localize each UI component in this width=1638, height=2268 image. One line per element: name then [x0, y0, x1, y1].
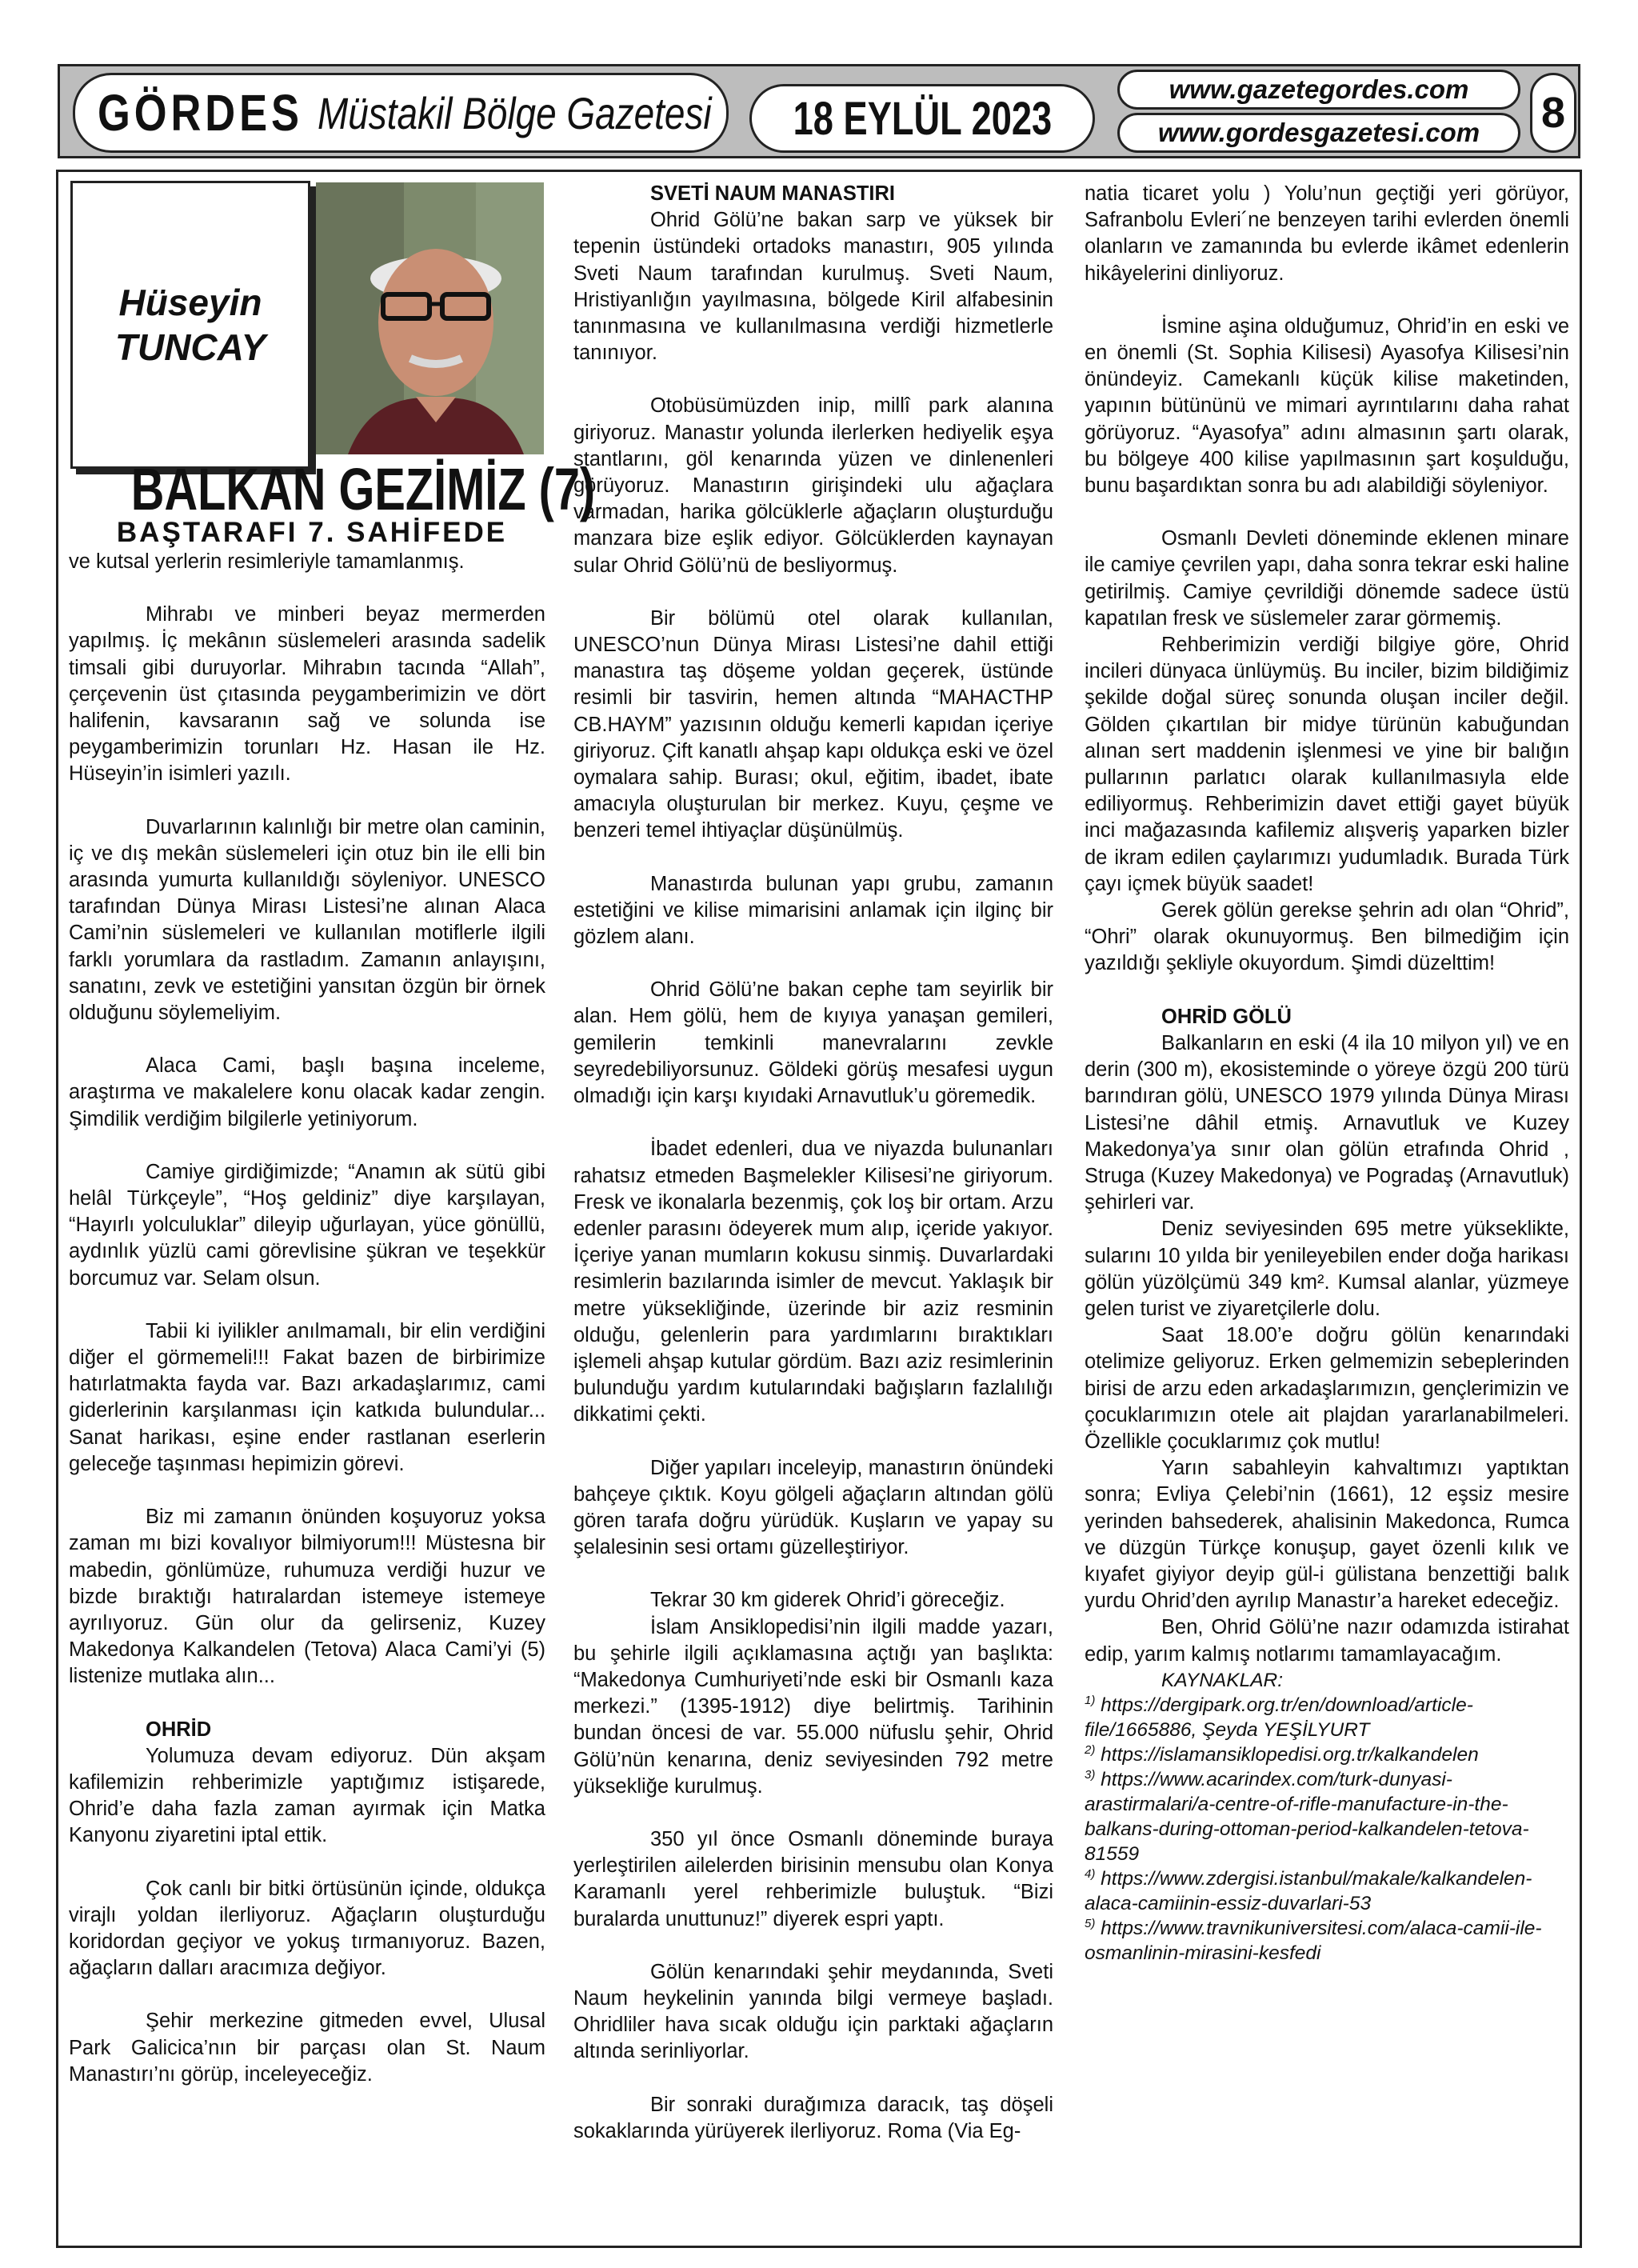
paragraph: Alaca Cami, başlı başına inceleme, araştırma ve makalelere konu olacak kadar zengin. Şimdilik verdiğim bilgilerle yetiniyorum.: [69, 1054, 545, 1130]
author-last-name: TUNCAY: [114, 326, 266, 368]
paragraph: Otobüsümüzden inip, millî park alanına giriyoruz. Manastır yolunda ilerlerken hediyelik eşya stantlarını, göl kenarında yüzen ve dinlenenleri görüyoruz. Manastırın girişindeki ulu ağaçlara varmadan, harika gölcüklerle ağaçların oluşturduğu manzara bize eşlik ediyor. Gölcüklerden kaynayan sular Ohrid Gölü’nü de besliyormuş.: [573, 394, 1053, 577]
paragraph: Saat 18.00’e doğru gölün kenarındaki otelimize geliyoruz. Erken gelmemizin sebeplerinden birisi de arzu eden arkadaşlarımızın, gençlerimizin ve çocuklarımızın otele ait plajdan yararlanabilmeleri. Özellikle çocuklarımız çok mutlu!: [1085, 1324, 1569, 1453]
url-pill-2: [1117, 113, 1520, 153]
reference-item[interactable]: $^{5)}$ https://www.travnikuniversitesi.com/alaca-camii-ile-osmanlinin-mirasini-kesfedi: [1085, 1916, 1542, 1964]
author-first-name: Hüseyin: [118, 282, 262, 323]
paragraph: Bir sonraki durağımıza daracık, taş döşeli sokaklarında yürüyerek ilerliyoruz. Roma (Via Eg-: [573, 2093, 1053, 2142]
paragraph: Balkanların en eski (4 ila 10 milyon yıl) ve en derin (300 m), ekosisteminde o yöreye özgü 200 türü barındıran gölü, UNESCO 1979 yılında Dünya Mirası Listesi’ne dâhil etmiş. Arnavutluk ve Kuzey Makedonya’ya sınır olan gölün etrafında Ohrid , Struga (Kuzey Makedonya) ve Pogradaş (Arnavutluk) şehirleri var.: [1085, 1031, 1569, 1214]
paragraph: Duvarlarının kalınlığı bir metre olan caminin, iç ve dış mekân süslemeleri için otuz bin ile elli bin arasında yumurta kullanıldığı söyleniyor. UNESCO tarafından Dünya Mirası Listesi’ne alınan Alaca Cami’nin süslemeleri ve kullanılan motiflerle ilgili farklı yorumlara da rastladım. Zamanın anlayışını, sanatını, zevk ve estetiğini yansıtan özgün bir örnek olduğunu söylemeliyim.: [69, 815, 545, 1025]
paragraph: Camiye girdiğimizde; “Anamın ak sütü gibi helâl Türkçeyle”, “Hoş geldiniz” diye karşılayan, “Hayırlı yolculuklar” dileyip uğurlayan, yüce gönüllü, aydınlık yüzlü cami görevlisine şükran ve teşekkür borcumuz var. Selam olsun.: [69, 1160, 545, 1290]
article-column-3: [1085, 181, 1569, 1966]
paragraph: Ben, Ohrid Gölü’ne nazır odamızda istirahat edip, yarım kalmış notlarımı tamamlayacağım.: [1085, 1616, 1569, 1666]
paragraph: ve kutsal yerlerin resimleriyle tamamlanmış.: [69, 550, 465, 573]
author-box: [70, 181, 310, 469]
section-heading-sveti-naum: SVETİ NAUM MANASTIRI: [650, 182, 895, 205]
paragraph: Osmanlı Devleti döneminde eklenen minare ile camiye çevrilen yapı, daha sonra tekrar eski haline getirilmiş. Camiye çevrildiği dönemde sadece üstü kapatılan fresk ve süslemeler zarar görmemiş.: [1085, 527, 1569, 630]
paragraph: natia ticaret yolu ) Yolu’nun geçtiği yeri görüyor, Safranbolu Evleri´ne benzeyen tarihi evlerden önemli olanların ve zamanında bu evlerde ikâmet edenlerin hikâyelerini dinliyoruz.: [1085, 182, 1569, 285]
paragraph: Yarın sabahleyin kahvaltımızı yaptıktan sonra; Evliya Çelebi’nin (1661), 12 eşsiz mesire yerinden bahsederek, ahalisinin Makedonca, Rumca ve düzgün Türkçe konuşup, gayet özenli kılık ve kıyafet giyiyor deyip gül-i gülistana benzettiği balık yurdu Ohrid’den ayrılıp Manastır’a hareket edeceğiz.: [1085, 1457, 1569, 1613]
paragraph: Çok canlı bir bitki örtüsünün içinde, oldukça virajlı yoldan ilerliyoruz. Ağaçların oluşturduğu koridordan geçiyor ve yokuş tırmanıyoruz. Bazen, ağaçların dalları aracımıza değiyor.: [69, 1877, 545, 1980]
paragraph: Biz mi zamanın önünden koşuyoruz yoksa zaman mı bizi kovalıyor bilmiyorum!!! Müstesna bir mabedin, gönlümüze, ruhumuza verdiği huzur ve bizde bıraktığı hatıralardan istemeye istemeye ayrılıyoruz. Gün olur da gelirseniz, Kuzey Makedonya Kalkandelen (Tetova) Alaca Cami’yi (5) listenize mutlaka alın...: [69, 1506, 545, 1688]
references-title: KAYNAKLAR:: [1161, 1669, 1284, 1691]
paragraph: İslam Ansiklopedisi’nin ilgili madde yazarı, bu şehirle ilgili açıklamasına açtığı yan başlıkta: “Makedonya Cumhuriyeti’nde eski bir Osmanlı kaza merkezi.” (1395-1912) diye belirtmiş. Tarihinin bundan öncesi de var. 55.000 nüfuslu şehir, Ohrid Gölü’nün kenarına, deniz seviyesinden 792 metre yüksekliğe kurulmuş.: [573, 1615, 1053, 1798]
reference-item[interactable]: $^{4)}$ https://www.zdergisi.istanbul/makale/kalkandelen-alaca-camiinin-essiz-duvarlari-53: [1085, 1866, 1532, 1914]
paragraph: Ohrid Gölü’ne bakan sarp ve yüksek bir tepenin üstündeki ortadoks manastırı, 905 yılında Sveti Naum tarafından kurulmuş. Sveti Naum, Hristiyanlığın yayılmasına, bölgede Kiril alfabesinin tanınmasına ve kullanılmasına verdiği hizmetlerle tanınıyor.: [573, 209, 1053, 365]
reference-item[interactable]: $^{1)}$ https://dergipark.org.tr/en/download/article-file/1665886, Şeyda YEŞİLYURT: [1085, 1693, 1473, 1741]
paragraph: Deniz seviyesinden 695 metre yükseklikte, sularını 10 yılda bir yenileyebilen ender doğa harikası gölün yüzölçümü 349 km². Kumsal alanlar, yüzmeye gelen turist ve ziyaretçilerle dolu.: [1085, 1218, 1569, 1320]
section-heading-ohrid: OHRİD: [146, 1718, 212, 1741]
article-title: BALKAN GEZİMİZ (7): [130, 456, 596, 522]
url-pill-1: [1117, 70, 1520, 110]
paragraph: Gerek gölün gerekse şehrin adı olan “Ohrid”, “Ohri” olarak okunuyormuş. Ben bilmediğim için yazıldığı şekliyle okuyordum. Şimdi düzelttim!: [1085, 899, 1569, 975]
masthead: [58, 64, 1580, 158]
author-photo: [316, 182, 544, 454]
paragraph: İsmine aşina olduğumuz, Ohrid’in en eski ve en önemli (St. Sophia Kilisesi) Ayasofya Kilisesi’nin önündeyiz. Camekanlı küçük kilise maketinden, yapının bütününü ve mimari ayrıntılarını daha rahat görüyoruz. “Ayasofya” adını almasının şartı olarak, bu bölgeye 400 kilise yapılmasının şart koşulduğu, bunu başardıktan sonra bu adı alabildiği söyleniyor.: [1085, 314, 1569, 498]
paragraph: Gölün kenarındaki şehir meydanında, Sveti Naum heykelinin yanında bilgi vermeye başladı. Ohridliler hava sıcak olduğu için parktaki ağaçların altında serinliyorlar.: [573, 1960, 1053, 2063]
paragraph: Rehberimizin verdiği bilgiye göre, Ohrid incileri dünyaca ünlüymüş. Bu inciler, bizim bildiğimiz şekilde doğal süreç sonunda oluşan inciler değil. Gölden çıkartılan bir midye türünün kabuğundan alınan sert maddenin işlenmesi ve yine bir balığın pullarının parlatıcı olarak kullanılmasıyla elde ediliyormuş. Rehberimizin davet ettiği gayet büyük inci mağazasında kafilemiz alışveriş yaparken bizler de ikram edilen çaylarımızı yudumladık. Burada Türk çayı içmek büyük saadet!: [1085, 634, 1569, 895]
page-number: 8: [1540, 89, 1566, 137]
brand-pill: [73, 73, 729, 153]
paragraph: Tabii ki iyilikler anılmamalı, bir elin verdiğini diğer el görmemeli!!! Fakat bazen de birbirimize hatırlatmakta fayda var. Bazı arkadaşlarımız, cami giderlerinin karşılanması için katkıda bulundular... Sanat harikası, eşine ender rastlanan eserlerin geleceğe taşınması hepimizin görevi.: [69, 1319, 545, 1475]
website-url-1[interactable]: www.gazetegordes.com: [1169, 74, 1469, 104]
author-portrait-image: [316, 182, 544, 454]
newspaper-name: GÖRDES: [98, 84, 303, 142]
newspaper-subtitle: Müstakil Bölge Gazetesi: [318, 87, 712, 138]
article-continued-note: BAŞTARAFI 7. SAHİFEDE: [116, 517, 508, 548]
date-pill: [749, 84, 1095, 153]
reference-item[interactable]: $^{2)}$ https://islamansiklopedisi.org.tr/kalkandelen: [1085, 1742, 1479, 1766]
paragraph: Mihrabı ve minberi beyaz mermerden yapılmış. İç mekânın süslemeleri arasında sadelik timsali gibi duruyorlar. Mihrabın tacında “Allah”, çerçevenin üst çıtasında peygamberimizin ve dört halifenin, kavsaranın sağ ve solunda ise peygamberimizin torunları Hz. Hasan ile Hz. Hüseyin’in isimleri yazılı.: [69, 603, 545, 786]
paragraph: Şehir merkezine gitmeden evvel, Ulusal Park Galicica’nın bir parçası olan St. Naum Manastırı’nı görüp, inceleyeceğiz.: [69, 2010, 545, 2086]
paragraph: Diğer yapıları inceleyip, manastırın önündeki bahçeye çıktık. Koyu gölgeli ağaçların altından gölü gören tarafa doğru yürüdük. Kuşların ve yapay su şelalesinin sesi ortamı güzelleştiriyor.: [573, 1456, 1053, 1559]
paragraph: Yolumuza devam ediyoruz. Dün akşam kafilemizin rehberimizle yaptığımız istişarede, Ohrid’e daha fazla zaman ayırmak için Matka Kanyonu ziyaretini iptal ettik.: [69, 1744, 545, 1847]
issue-date: 18 EYLÜL 2023: [793, 92, 1052, 145]
article-column-2: [573, 181, 1053, 2145]
references: [1085, 1668, 1569, 1966]
website-url-2[interactable]: www.gordesgazetesi.com: [1157, 118, 1480, 147]
paragraph: Manastırda bulunan yapı grubu, zamanın estetiğini ve kilise mimarisini anlamak için ilginç bir gözlem alanı.: [573, 872, 1053, 949]
paragraph: Ohrid Gölü’ne bakan cephe tam seyirlik bir alan. Hem gölü, hem de kıyıya yanaşan gemileri, gemilerin temkinli manevralarını zevkle seyredebiliyorsunuz. Göldeki görüş mesafesi uygun olmadığı için karşı kıyıdaki Arnavutluk’u göremedik.: [573, 978, 1053, 1108]
paragraph: 350 yıl önce Osmanlı döneminde buraya yerleştirilen ailelerden birisinin mensubu olan Konya Karamanlı yerel rehberimizle buluştuk. “Bizi buralarda unuttunuz!” diyerek espri yaptı.: [573, 1827, 1053, 1930]
section-heading-ohrid-golu: OHRİD GÖLÜ: [1161, 1005, 1292, 1028]
paragraph: Bir bölümü otel olarak kullanılan, UNESCO’nun Dünya Mirası Listesi’ne dahil ettiği manastıra taş döşeme yoldan geçerek, üstünde resimli bir tasvirin, hemen altında “MAHACTHP CB.HAYM” yazısının olduğu kemerli kapıdan içeriye giriyoruz. Çift kanatlı ahşap kapı oldukça eski ve özel oymalara sahip. Burası; okul, eğitim, ibadet, ibate amacıyla oluşturulan bir merkez. Kuyu, çeşme ve benzeri temel ihtiyaçlar düşünülmüş.: [573, 606, 1053, 842]
paragraph: Tekrar 30 km giderek Ohrid’i göreceğiz.: [650, 1589, 1005, 1612]
reference-item[interactable]: $^{3)}$ https://www.acarindex.com/turk-dunyasi-arastirmalari/a-centre-of-rifle-manufacture-in-the-balkans-during-ottoman-period-kalkandelen-tetova-81559: [1085, 1767, 1529, 1865]
article-column-1: [69, 549, 545, 2088]
paragraph: İbadet edenleri, dua ve niyazda bulunanları rahatsız etmeden Başmelekler Kilisesi’ne giriyorum. Fresk ve ikonalarla bezenmiş, çok loş bir ortam. Arzu edenler parasını ödeyerek mum alıp, içeride yakıyor. İçeriye yanan mumların kokusu sinmiş. Duvarlardaki resimlerin bazılarında isimler de mevcut. Yaklaşık bir metre yüksekliğinde, üzerinde bir aziz resminin olduğu, gelenlerin para yardımlarını bıraktıkları işlemeli ahşap kutular gördüm. Bazı aziz resimlerinin bulunduğu yardım kutularındaki bağışların fazlalılığı dikkatimi çekti.: [573, 1138, 1053, 1426]
page-number-pill: [1530, 73, 1576, 153]
